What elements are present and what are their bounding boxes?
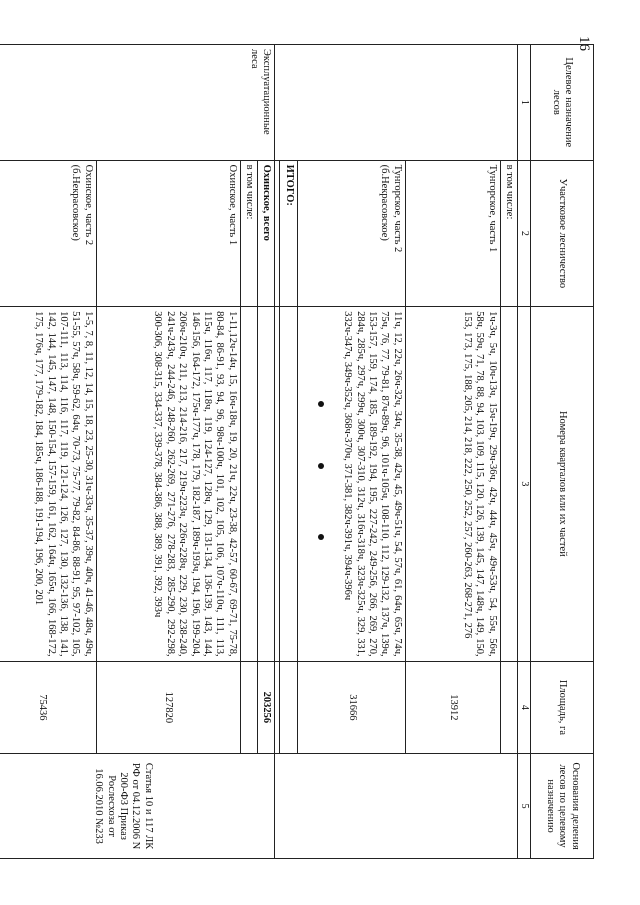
forest-purpose-table-container [33, 44, 594, 859]
purpose-cell: Эксплуатационные леса [0, 45, 275, 161]
page-number: 16 [576, 36, 592, 51]
subheading-cell: в том числе: [240, 160, 257, 306]
area-cell-empty [500, 661, 517, 754]
quarters-cell-empty [240, 307, 257, 662]
forestry-name-cell: Тунгорское, часть 1 [405, 160, 500, 306]
column-number: 5 [518, 754, 531, 859]
quarters-cell-empty [275, 307, 280, 662]
forestry-name-cell: Охинское, часть 2 (б.Некрасовское) [0, 160, 96, 306]
area-cell: 31666 [297, 661, 405, 754]
forest-purpose-table [0, 44, 594, 859]
column-number-row [518, 45, 531, 859]
column-number: 3 [518, 307, 531, 662]
table-row [297, 45, 405, 859]
area-cell-empty [275, 661, 280, 754]
table-header-row [531, 45, 594, 859]
header-quarters: Номера кварталов или их частей [531, 307, 594, 662]
quarters-cell: 1ч-3ч, 5ч, 10ч-13ч, 15ч-19ч, 29ч-36ч, 42ч, 44ч, 45ч, 49ч-53ч, 54, 55ч, 56ч, 58ч, 59ч, 71, 78, 88, 94, 103, 109, 115, 120, 126, 139, 145, 147, 148ч, 149, 150, 153, 173, 175, 188, 205, 214, 218, 222, 250, 252, 257, 260-263, 268-271, 276 [405, 307, 500, 662]
area-total-cell: 203256 [258, 661, 275, 754]
area-cell-empty [240, 661, 257, 754]
basis-cell-empty [275, 754, 518, 859]
header-basis: Основания деления лесов по целевому назначению [531, 754, 594, 859]
table-row [280, 45, 297, 859]
quarters-cell-empty [258, 307, 275, 662]
area-cell: 75436 [0, 661, 96, 754]
forestry-name-cell-empty [275, 160, 280, 306]
table-row [258, 45, 275, 859]
quarters-cell: 1-5, 7, 8, 11, 12, 14, 15, 18, 23, 25-30, 31ч-33ч, 35-37, 39ч, 40ч, 41-46, 48ч, 49ч, 51-55, 57ч, 58ч, 59-62, 64ч, 70-73, 75-77, 79-82, 84-86, 88-91, 95, 97-102, 105, 107-111, 113, 114, 116, 117, 119, 121-124, 126, 127, 130, 132-136, 138, 141, 142, 144, 145, 147, 148, 150-154, 157-159, 161, 162, 164ч, 165ч, 166, 168-172, 175, 176ч, 177, 179-182, 184, 185ч, 186-188, 191-194, 196, 200, 201 [0, 307, 96, 662]
header-purpose: Целевое назначение лесов [531, 45, 594, 161]
quarters-cell-empty [280, 307, 297, 662]
table-row [405, 45, 500, 859]
total-label-cell: ИТОГО: [280, 160, 297, 306]
purpose-cell-empty [275, 45, 518, 161]
quarters-cell: 11ч, 12, 22ч, 26ч-32ч, 34ч, 35-38, 42ч, 45, 49ч-51ч, 54, 57ч, 61, 64ч, 65ч, 74ч, 75ч, 76, 77, 79-81, 87ч-89ч, 96, 101ч-105ч, 108-110, 112, 129-132, 137ч, 139ч, 153-157, 159, 174, 185, 189-192, 194, 195, 227-242, 249-256, 266, 269, 270, 284ч, 285ч, 297ч, 299ч, 300ч, 307-310, 312ч, 316ч-318ч, 323ч-325ч, 329, 331, 332ч-347ч, 349ч-352ч, 368ч-370ч, 371-381, 382ч-391ч, 394ч-396ч [297, 307, 405, 662]
column-number: 2 [518, 160, 531, 306]
column-number: 4 [518, 661, 531, 754]
quarters-cell: 1-11,12ч-14ч, 15, 16ч-18ч, 19, 20, 21ч, 22ч, 23-38, 42-57, 60-67, 69-71, 75-78, 80-84, 86-91, 93, 94, 96, 98ч-100ч, 101, 102, 105, 106, 107ч-110ч, 111, 113, 115ч, 116ч, 117, 118ч, 119, 124-127, 128ч, 129, 131-134, 136-139, 143, 144, 146-156, 164-172, 175ч-177ч, 178, 179, 182-187, 189ч-193ч, 194, 196, 199-204, 206ч-210ч, 211, 213, 214-216, 217, 219ч-223ч, 226ч-228ч, 229, 230, 238-240, 241ч-243ч, 244-246, 248-260, 262-269, 271-276, 278-283, 285-290, 292-298, 300-306, 308-315, 334-337, 339-378, 384-386, 388, 389, 391, 392, 393ч [96, 307, 240, 662]
column-number: 1 [518, 45, 531, 161]
table-row [275, 45, 280, 859]
subheading-cell: в том числе: [500, 160, 517, 306]
table-row [0, 45, 96, 859]
area-cell: 13912 [405, 661, 500, 754]
forestry-name-cell: Тунгорское, часть 2 (б.Некрасовское) [297, 160, 405, 306]
area-cell-empty [280, 661, 297, 754]
table-row [96, 45, 240, 859]
header-area: Площадь, га [531, 661, 594, 754]
table-row [240, 45, 257, 859]
area-cell: 127820 [96, 661, 240, 754]
header-forestry: Участковое лесничество [531, 160, 594, 306]
forestry-name-cell: Охинское, часть 1 [96, 160, 240, 306]
forestry-total-cell: Охинское, всего [258, 160, 275, 306]
quarters-cell-empty [500, 307, 517, 662]
basis-cell: Статья 10 и 117 ЛК РФ от 04.12.2006 N 200-ФЗ Приказ Рослесхоза от 16.06.2010 №233 [0, 754, 275, 859]
table-row [500, 45, 517, 859]
